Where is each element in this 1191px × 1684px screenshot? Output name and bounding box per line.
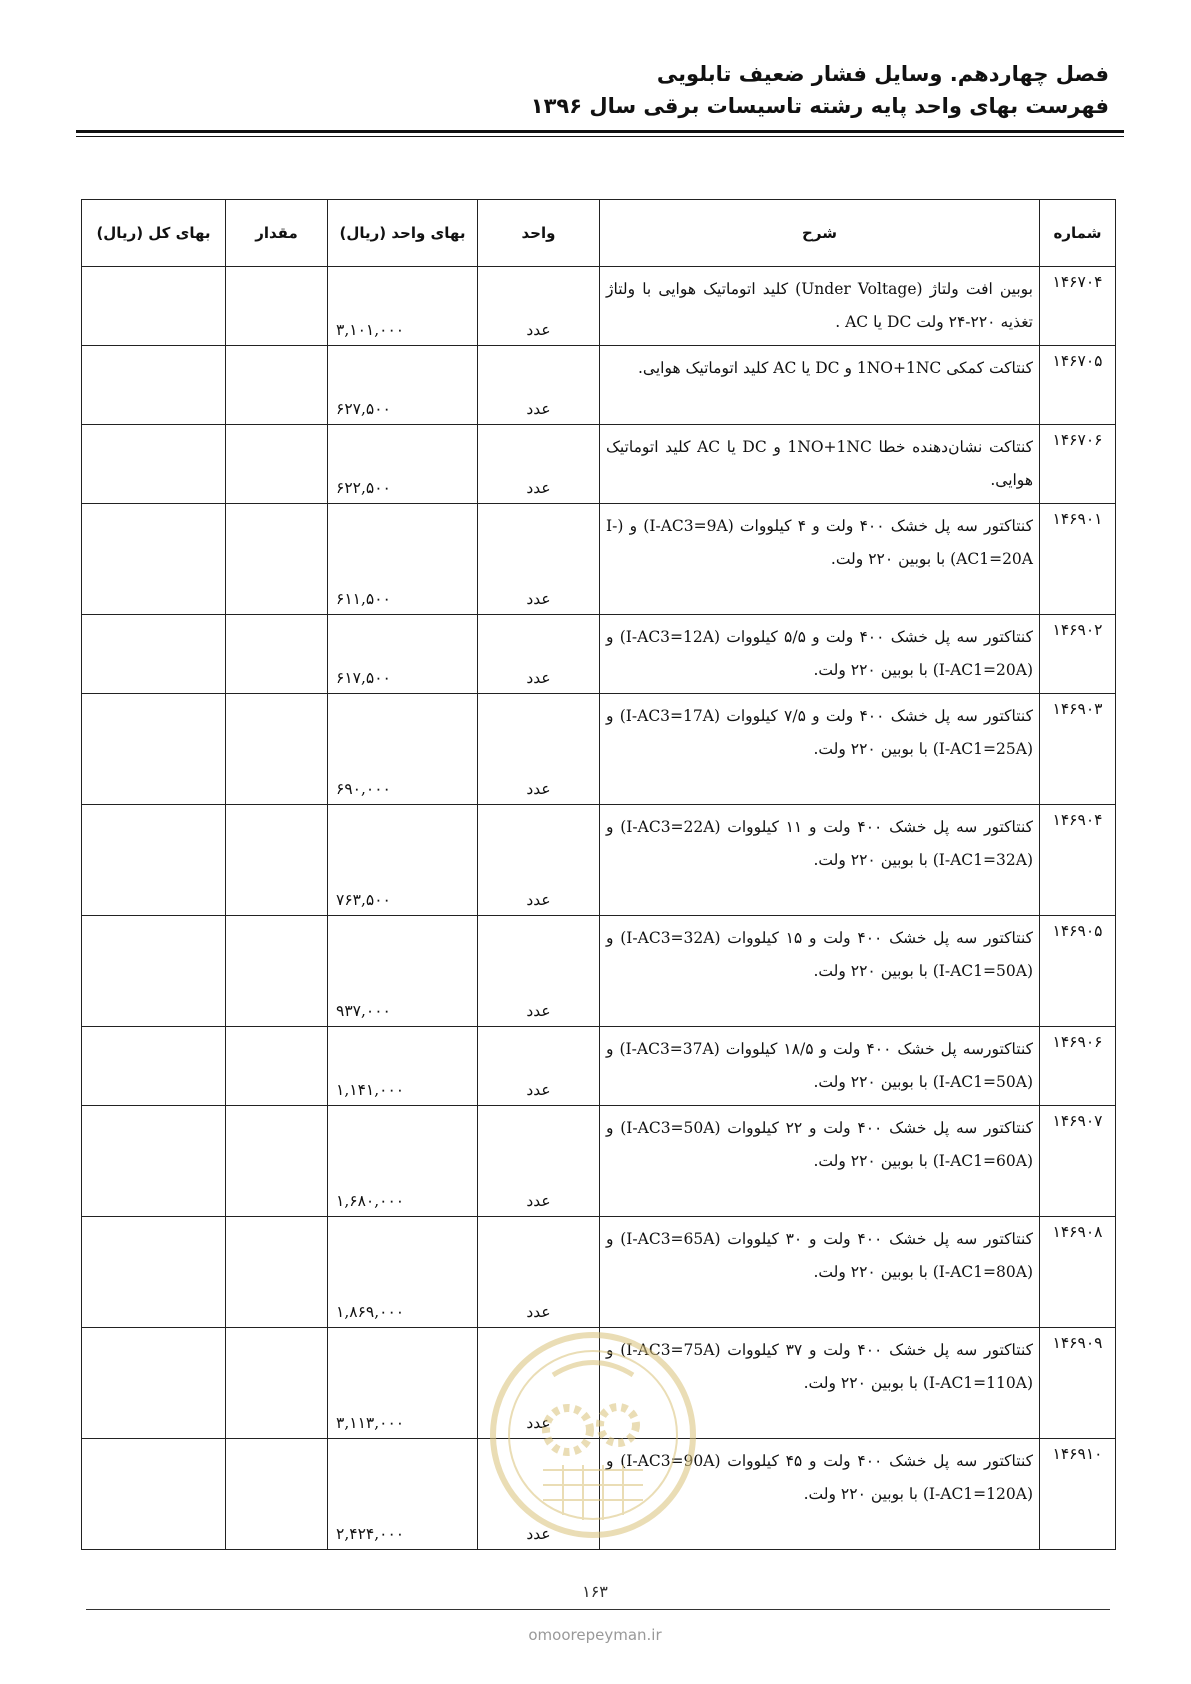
item-unit: عدد: [478, 694, 600, 805]
item-unit: عدد: [478, 267, 600, 346]
column-header-total-price: بهای کل (ریال): [82, 200, 226, 267]
item-description: کنتاکت نشان‌دهنده خطا 1NO+1NC و DC یا AC کلید اتوماتیک هوایی.: [600, 425, 1040, 504]
table-row: [82, 346, 1116, 425]
column-header-description: شرح: [600, 200, 1040, 267]
document-subtitle: فهرست بهای واحد پایه رشته تاسیسات برقی سال ۱۳۹۶: [530, 94, 1109, 118]
item-quantity: [226, 267, 328, 346]
item-quantity: [226, 425, 328, 504]
item-quantity: [226, 1328, 328, 1439]
table-row: [82, 805, 1116, 916]
item-unit-price: ۳,۱۱۳,۰۰۰: [328, 1328, 478, 1439]
item-quantity: [226, 1027, 328, 1106]
item-description: کنتاکتور سه پل خشک ۴۰۰ ولت و ۲۲ کیلووات (I-AC3=50A) و (I-AC1=60A) با بوبین ۲۲۰ ولت.: [600, 1106, 1040, 1217]
table-row: [82, 1106, 1116, 1217]
item-total-price: [82, 1328, 226, 1439]
item-code: ۱۴۶۷۰۴: [1040, 267, 1116, 346]
item-unit-price: ۱,۸۶۹,۰۰۰: [328, 1217, 478, 1328]
item-code: ۱۴۶۹۰۲: [1040, 615, 1116, 694]
item-total-price: [82, 615, 226, 694]
item-unit-price: ۱,۶۸۰,۰۰۰: [328, 1106, 478, 1217]
item-description: کنتاکتور سه پل خشک ۴۰۰ ولت و ۴ کیلووات (I-AC3=9A) و (I-AC1=20A) با بوبین ۲۲۰ ولت.: [600, 504, 1040, 615]
item-quantity: [226, 615, 328, 694]
item-quantity: [226, 346, 328, 425]
item-description: کنتاکتور سه پل خشک ۴۰۰ ولت و ۱۱ کیلووات (I-AC3=22A) و (I-AC1=32A) با بوبین ۲۲۰ ولت.: [600, 805, 1040, 916]
website-watermark: omoorepeyman.ir: [528, 1626, 662, 1644]
item-quantity: [226, 504, 328, 615]
item-description: بوبین افت ولتاژ (Under Voltage) کلید اتوماتیک هوایی با ولتاژ تغذیه ۲۲۰-۲۴ ولت DC یا AC .: [600, 267, 1040, 346]
item-unit: عدد: [478, 504, 600, 615]
item-unit-price: ۶۹۰,۰۰۰: [328, 694, 478, 805]
item-code: ۱۴۶۹۱۰: [1040, 1439, 1116, 1550]
item-description: کنتاکت کمکی 1NO+1NC و DC یا AC کلید اتوماتیک هوایی.: [600, 346, 1040, 425]
item-code: ۱۴۶۹۰۳: [1040, 694, 1116, 805]
item-unit-price: ۶۲۷,۵۰۰: [328, 346, 478, 425]
column-header-unit-price: بهای واحد (ریال): [328, 200, 478, 267]
item-total-price: [82, 1027, 226, 1106]
footer-rule: [86, 1609, 1110, 1610]
item-unit-price: ۳,۱۰۱,۰۰۰: [328, 267, 478, 346]
item-description: کنتاکتور سه پل خشک ۴۰۰ ولت و ۳۰ کیلووات (I-AC3=65A) و (I-AC1=80A) با بوبین ۲۲۰ ولت.: [600, 1217, 1040, 1328]
item-quantity: [226, 916, 328, 1027]
item-unit: عدد: [478, 805, 600, 916]
item-total-price: [82, 805, 226, 916]
table-row: [82, 504, 1116, 615]
item-unit: عدد: [478, 1328, 600, 1439]
column-header-quantity: مقدار: [226, 200, 328, 267]
page-number: ۱۶۳: [582, 1582, 608, 1601]
header-rule-thick: [76, 130, 1124, 133]
item-total-price: [82, 1217, 226, 1328]
item-total-price: [82, 504, 226, 615]
item-unit-price: ۶۲۲,۵۰۰: [328, 425, 478, 504]
item-description: کنتاکتورسه پل خشک ۴۰۰ ولت و ۱۸/۵ کیلووات (I-AC3=37A) و (I-AC1=50A) با بوبین ۲۲۰ ولت.: [600, 1027, 1040, 1106]
item-code: ۱۴۶۹۰۵: [1040, 916, 1116, 1027]
item-total-price: [82, 694, 226, 805]
item-description: کنتاکتور سه پل خشک ۴۰۰ ولت و ۵/۵ کیلووات (I-AC3=12A) و (I-AC1=20A) با بوبین ۲۲۰ ولت.: [600, 615, 1040, 694]
table-row: [82, 916, 1116, 1027]
table-row: [82, 694, 1116, 805]
item-unit: عدد: [478, 916, 600, 1027]
item-quantity: [226, 694, 328, 805]
item-code: ۱۴۶۹۰۷: [1040, 1106, 1116, 1217]
table-row: [82, 1217, 1116, 1328]
item-total-price: [82, 1106, 226, 1217]
item-unit-price: ۶۱۷,۵۰۰: [328, 615, 478, 694]
table-row: [82, 615, 1116, 694]
item-code: ۱۴۶۹۰۸: [1040, 1217, 1116, 1328]
item-unit-price: ۱,۱۴۱,۰۰۰: [328, 1027, 478, 1106]
item-total-price: [82, 346, 226, 425]
item-unit: عدد: [478, 1106, 600, 1217]
item-quantity: [226, 1439, 328, 1550]
item-code: ۱۴۶۹۰۴: [1040, 805, 1116, 916]
table-row: [82, 1027, 1116, 1106]
item-total-price: [82, 425, 226, 504]
header-rule-thin: [76, 136, 1124, 137]
table-row: [82, 425, 1116, 504]
chapter-title: فصل چهاردهم. وسایل فشار ضعیف تابلویی: [656, 62, 1109, 86]
item-quantity: [226, 805, 328, 916]
column-header-code: شماره: [1040, 200, 1116, 267]
item-total-price: [82, 267, 226, 346]
item-unit-price: ۷۶۳,۵۰۰: [328, 805, 478, 916]
item-description: کنتاکتور سه پل خشک ۴۰۰ ولت و ۷/۵ کیلووات (I-AC3=17A) و (I-AC1=25A) با بوبین ۲۲۰ ولت.: [600, 694, 1040, 805]
item-unit: عدد: [478, 1217, 600, 1328]
item-unit: عدد: [478, 1439, 600, 1550]
table-header-row: [82, 200, 1116, 267]
column-header-unit: واحد: [478, 200, 600, 267]
item-unit: عدد: [478, 615, 600, 694]
watermark-stamp-icon: [483, 1320, 703, 1550]
item-code: ۱۴۶۹۰۶: [1040, 1027, 1116, 1106]
item-quantity: [226, 1106, 328, 1217]
item-code: ۱۴۶۷۰۶: [1040, 425, 1116, 504]
item-code: ۱۴۶۷۰۵: [1040, 346, 1116, 425]
page-header: [531, 58, 1109, 122]
item-total-price: [82, 1439, 226, 1550]
item-unit-price: ۹۳۷,۰۰۰: [328, 916, 478, 1027]
item-unit-price: ۲,۴۲۴,۰۰۰: [328, 1439, 478, 1550]
item-code: ۱۴۶۹۰۹: [1040, 1328, 1116, 1439]
item-description: کنتاکتور سه پل خشک ۴۰۰ ولت و ۱۵ کیلووات (I-AC3=32A) و (I-AC1=50A) با بوبین ۲۲۰ ولت.: [600, 916, 1040, 1027]
item-description: کنتاکتور سه پل خشک ۴۰۰ ولت و ۴۵ کیلووات (I-AC3=90A) و (I-AC1=120A) با بوبین ۲۲۰ ولت.: [600, 1439, 1040, 1550]
item-unit: عدد: [478, 425, 600, 504]
item-unit: عدد: [478, 1027, 600, 1106]
table-row: [82, 267, 1116, 346]
item-description: کنتاکتور سه پل خشک ۴۰۰ ولت و ۳۷ کیلووات (I-AC3=75A) و (I-AC1=110A) با بوبین ۲۲۰ ولت.: [600, 1328, 1040, 1439]
item-code: ۱۴۶۹۰۱: [1040, 504, 1116, 615]
item-quantity: [226, 1217, 328, 1328]
item-unit: عدد: [478, 346, 600, 425]
item-total-price: [82, 916, 226, 1027]
item-unit-price: ۶۱۱,۵۰۰: [328, 504, 478, 615]
